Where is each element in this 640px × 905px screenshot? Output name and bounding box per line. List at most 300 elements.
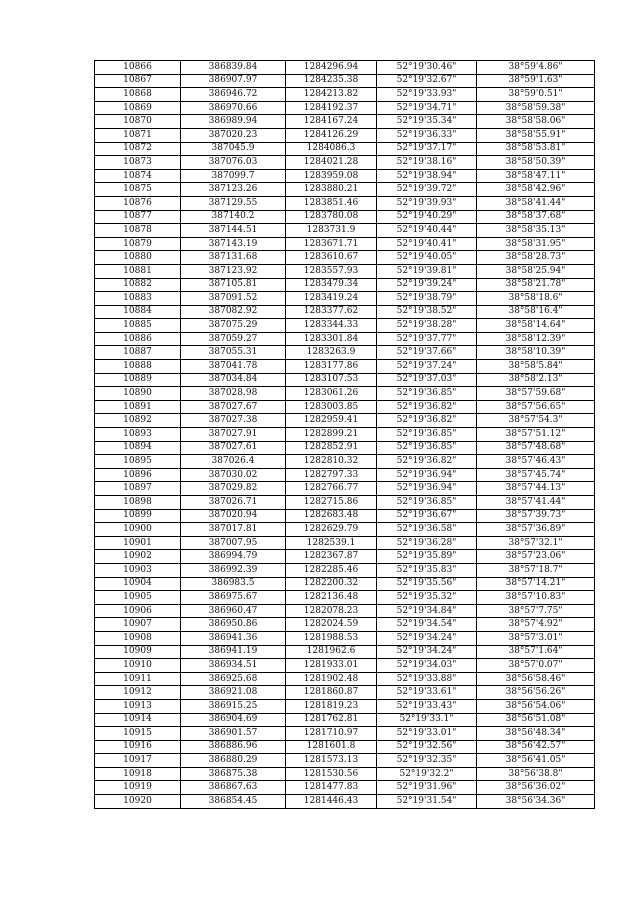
latitude-cell: 52°19'36.85" — [377, 441, 477, 455]
table-row — [95, 468, 595, 482]
x-coordinate-cell: 386839.84 — [181, 61, 286, 75]
y-coordinate-cell: 1281573.13 — [286, 754, 377, 768]
y-coordinate-cell: 1283610.67 — [286, 251, 377, 265]
x-coordinate-cell: 387076.03 — [181, 156, 286, 170]
point-number-cell: 10869 — [95, 101, 181, 115]
y-coordinate-cell: 1281860.87 — [286, 686, 377, 700]
y-coordinate-cell: 1281446.43 — [286, 795, 377, 809]
y-coordinate-cell: 1283671.71 — [286, 237, 377, 251]
x-coordinate-cell: 387144.51 — [181, 224, 286, 238]
x-coordinate-cell: 387143.19 — [181, 237, 286, 251]
longitude-cell: 38°58'58.06" — [477, 115, 595, 129]
latitude-cell: 52°19'36.28" — [377, 536, 477, 550]
table-row — [95, 496, 595, 510]
table-row — [95, 346, 595, 360]
x-coordinate-cell: 387027.67 — [181, 400, 286, 414]
y-coordinate-cell: 1281962.6 — [286, 645, 377, 659]
point-number-cell: 10898 — [95, 496, 181, 510]
latitude-cell: 52°19'35.89" — [377, 550, 477, 564]
x-coordinate-cell: 387091.52 — [181, 292, 286, 306]
latitude-cell: 52°19'39.24" — [377, 278, 477, 292]
longitude-cell: 38°58'21.78" — [477, 278, 595, 292]
longitude-cell: 38°59'1.63" — [477, 74, 595, 88]
table-row — [95, 74, 595, 88]
point-number-cell: 10887 — [95, 346, 181, 360]
y-coordinate-cell: 1284192.37 — [286, 101, 377, 115]
table-row — [95, 332, 595, 346]
y-coordinate-cell: 1281477.83 — [286, 781, 377, 795]
point-number-cell: 10871 — [95, 128, 181, 142]
x-coordinate-cell: 387027.61 — [181, 441, 286, 455]
latitude-cell: 52°19'37.66" — [377, 346, 477, 360]
longitude-cell: 38°58'55.91" — [477, 128, 595, 142]
y-coordinate-cell: 1284213.82 — [286, 88, 377, 102]
x-coordinate-cell: 387055.31 — [181, 346, 286, 360]
table-row — [95, 142, 595, 156]
y-coordinate-cell: 1284126.29 — [286, 128, 377, 142]
x-coordinate-cell: 387082.92 — [181, 305, 286, 319]
longitude-cell: 38°58'2.13" — [477, 373, 595, 387]
table-row — [95, 88, 595, 102]
latitude-cell: 52°19'39.72" — [377, 183, 477, 197]
table-row — [95, 672, 595, 686]
longitude-cell: 38°56'42.57" — [477, 740, 595, 754]
y-coordinate-cell: 1283780.08 — [286, 210, 377, 224]
point-number-cell: 10873 — [95, 156, 181, 170]
latitude-cell: 52°19'36.94" — [377, 468, 477, 482]
longitude-cell: 38°56'36.02" — [477, 781, 595, 795]
latitude-cell: 52°19'32.67" — [377, 74, 477, 88]
y-coordinate-cell: 1281988.53 — [286, 631, 377, 645]
table-row — [95, 428, 595, 442]
latitude-cell: 52°19'40.05" — [377, 251, 477, 265]
x-coordinate-cell: 386960.47 — [181, 604, 286, 618]
point-number-cell: 10883 — [95, 292, 181, 306]
y-coordinate-cell: 1283479.34 — [286, 278, 377, 292]
y-coordinate-cell: 1282024.59 — [286, 618, 377, 632]
table-row — [95, 319, 595, 333]
table-row — [95, 740, 595, 754]
latitude-cell: 52°19'33.01" — [377, 727, 477, 741]
table-row — [95, 767, 595, 781]
latitude-cell: 52°19'33.93" — [377, 88, 477, 102]
latitude-cell: 52°19'35.32" — [377, 591, 477, 605]
y-coordinate-cell: 1282899.21 — [286, 428, 377, 442]
table-row — [95, 305, 595, 319]
table-row — [95, 727, 595, 741]
latitude-cell: 52°19'35.56" — [377, 577, 477, 591]
table-row — [95, 101, 595, 115]
latitude-cell: 52°19'39.93" — [377, 196, 477, 210]
x-coordinate-cell: 387020.23 — [181, 128, 286, 142]
table-row — [95, 577, 595, 591]
y-coordinate-cell: 1283344.33 — [286, 319, 377, 333]
y-coordinate-cell: 1283061.26 — [286, 387, 377, 401]
x-coordinate-cell: 386904.69 — [181, 713, 286, 727]
y-coordinate-cell: 1283377.62 — [286, 305, 377, 319]
y-coordinate-cell: 1282766.77 — [286, 482, 377, 496]
longitude-cell: 38°58'5.84" — [477, 360, 595, 374]
table-row — [95, 645, 595, 659]
point-number-cell: 10912 — [95, 686, 181, 700]
x-coordinate-cell: 386886.96 — [181, 740, 286, 754]
longitude-cell: 38°57'14.21" — [477, 577, 595, 591]
longitude-cell: 38°58'12.39" — [477, 332, 595, 346]
y-coordinate-cell: 1281601.8 — [286, 740, 377, 754]
latitude-cell: 52°19'40.44" — [377, 224, 477, 238]
y-coordinate-cell: 1283557.93 — [286, 264, 377, 278]
point-number-cell: 10917 — [95, 754, 181, 768]
x-coordinate-cell: 387075.29 — [181, 319, 286, 333]
point-number-cell: 10893 — [95, 428, 181, 442]
point-number-cell: 10902 — [95, 550, 181, 564]
table-row — [95, 713, 595, 727]
y-coordinate-cell: 1283177.86 — [286, 360, 377, 374]
latitude-cell: 52°19'36.58" — [377, 523, 477, 537]
table-row — [95, 115, 595, 129]
point-number-cell: 10868 — [95, 88, 181, 102]
latitude-cell: 52°19'36.85" — [377, 387, 477, 401]
latitude-cell: 52°19'40.29" — [377, 210, 477, 224]
latitude-cell: 52°19'33.43" — [377, 699, 477, 713]
x-coordinate-cell: 387029.82 — [181, 482, 286, 496]
y-coordinate-cell: 1284296.94 — [286, 61, 377, 75]
latitude-cell: 52°19'36.82" — [377, 400, 477, 414]
latitude-cell: 52°19'32.2" — [377, 767, 477, 781]
table-row — [95, 169, 595, 183]
latitude-cell: 52°19'34.24" — [377, 631, 477, 645]
x-coordinate-cell: 386989.94 — [181, 115, 286, 129]
latitude-cell: 52°19'36.85" — [377, 496, 477, 510]
point-number-cell: 10878 — [95, 224, 181, 238]
x-coordinate-cell: 387123.92 — [181, 264, 286, 278]
point-number-cell: 10896 — [95, 468, 181, 482]
latitude-cell: 52°19'37.17" — [377, 142, 477, 156]
latitude-cell: 52°19'31.96" — [377, 781, 477, 795]
latitude-cell: 52°19'34.54" — [377, 618, 477, 632]
longitude-cell: 38°57'54.3" — [477, 414, 595, 428]
longitude-cell: 38°57'18.7" — [477, 563, 595, 577]
longitude-cell: 38°57'4.92" — [477, 618, 595, 632]
table-row — [95, 156, 595, 170]
x-coordinate-cell: 387027.38 — [181, 414, 286, 428]
point-number-cell: 10903 — [95, 563, 181, 577]
x-coordinate-cell: 386941.19 — [181, 645, 286, 659]
latitude-cell: 52°19'38.16" — [377, 156, 477, 170]
table-row — [95, 251, 595, 265]
point-number-cell: 10870 — [95, 115, 181, 129]
point-number-cell: 10885 — [95, 319, 181, 333]
point-number-cell: 10895 — [95, 455, 181, 469]
x-coordinate-cell: 386925.68 — [181, 672, 286, 686]
table-row — [95, 781, 595, 795]
x-coordinate-cell: 386880.29 — [181, 754, 286, 768]
y-coordinate-cell: 1282136.48 — [286, 591, 377, 605]
table-row — [95, 196, 595, 210]
longitude-cell: 38°56'38.8" — [477, 767, 595, 781]
y-coordinate-cell: 1282629.79 — [286, 523, 377, 537]
x-coordinate-cell: 387034.84 — [181, 373, 286, 387]
table-row — [95, 455, 595, 469]
x-coordinate-cell: 386875.38 — [181, 767, 286, 781]
y-coordinate-cell: 1282810.32 — [286, 455, 377, 469]
point-number-cell: 10886 — [95, 332, 181, 346]
table-row — [95, 536, 595, 550]
y-coordinate-cell: 1281902.48 — [286, 672, 377, 686]
x-coordinate-cell: 387099.7 — [181, 169, 286, 183]
point-number-cell: 10875 — [95, 183, 181, 197]
y-coordinate-cell: 1283851.46 — [286, 196, 377, 210]
point-number-cell: 10872 — [95, 142, 181, 156]
y-coordinate-cell: 1281819.23 — [286, 699, 377, 713]
point-number-cell: 10920 — [95, 795, 181, 809]
longitude-cell: 38°57'41.44" — [477, 496, 595, 510]
point-number-cell: 10881 — [95, 264, 181, 278]
x-coordinate-cell: 387059.27 — [181, 332, 286, 346]
table-row — [95, 509, 595, 523]
x-coordinate-cell: 386941.36 — [181, 631, 286, 645]
x-coordinate-cell: 387027.91 — [181, 428, 286, 442]
x-coordinate-cell: 386992.39 — [181, 563, 286, 577]
y-coordinate-cell: 1283107.53 — [286, 373, 377, 387]
x-coordinate-cell: 387045.9 — [181, 142, 286, 156]
point-number-cell: 10908 — [95, 631, 181, 645]
latitude-cell: 52°19'39.81" — [377, 264, 477, 278]
y-coordinate-cell: 1283301.84 — [286, 332, 377, 346]
longitude-cell: 38°57'7.75" — [477, 604, 595, 618]
longitude-cell: 38°57'0.07" — [477, 659, 595, 673]
latitude-cell: 52°19'33.1" — [377, 713, 477, 727]
table-row — [95, 686, 595, 700]
latitude-cell: 52°19'32.35" — [377, 754, 477, 768]
table-row — [95, 795, 595, 809]
longitude-cell: 38°58'41.44" — [477, 196, 595, 210]
table-row — [95, 387, 595, 401]
x-coordinate-cell: 386994.79 — [181, 550, 286, 564]
table-row — [95, 278, 595, 292]
longitude-cell: 38°58'47.11" — [477, 169, 595, 183]
x-coordinate-cell: 386970.66 — [181, 101, 286, 115]
y-coordinate-cell: 1283880.21 — [286, 183, 377, 197]
longitude-cell: 38°57'39.73" — [477, 509, 595, 523]
latitude-cell: 52°19'38.52" — [377, 305, 477, 319]
longitude-cell: 38°57'3.01" — [477, 631, 595, 645]
y-coordinate-cell: 1281933.01 — [286, 659, 377, 673]
x-coordinate-cell: 386907.97 — [181, 74, 286, 88]
y-coordinate-cell: 1282539.1 — [286, 536, 377, 550]
y-coordinate-cell: 1284167.24 — [286, 115, 377, 129]
y-coordinate-cell: 1282715.86 — [286, 496, 377, 510]
y-coordinate-cell: 1282200.32 — [286, 577, 377, 591]
longitude-cell: 38°57'51.12" — [477, 428, 595, 442]
point-number-cell: 10888 — [95, 360, 181, 374]
longitude-cell: 38°58'31.95" — [477, 237, 595, 251]
longitude-cell: 38°58'25.94" — [477, 264, 595, 278]
table-row — [95, 61, 595, 75]
latitude-cell: 52°19'30.46" — [377, 61, 477, 75]
y-coordinate-cell: 1283263.9 — [286, 346, 377, 360]
x-coordinate-cell: 387017.81 — [181, 523, 286, 537]
point-number-cell: 10889 — [95, 373, 181, 387]
x-coordinate-cell: 386901.57 — [181, 727, 286, 741]
x-coordinate-cell: 387030.02 — [181, 468, 286, 482]
point-number-cell: 10919 — [95, 781, 181, 795]
x-coordinate-cell: 387007.95 — [181, 536, 286, 550]
point-number-cell: 10899 — [95, 509, 181, 523]
point-number-cell: 10906 — [95, 604, 181, 618]
latitude-cell: 52°19'34.03" — [377, 659, 477, 673]
longitude-cell: 38°58'35.13" — [477, 224, 595, 238]
longitude-cell: 38°56'58.46" — [477, 672, 595, 686]
latitude-cell: 52°19'38.79" — [377, 292, 477, 306]
point-number-cell: 10890 — [95, 387, 181, 401]
point-number-cell: 10880 — [95, 251, 181, 265]
point-number-cell: 10905 — [95, 591, 181, 605]
point-number-cell: 10892 — [95, 414, 181, 428]
longitude-cell: 38°58'10.39" — [477, 346, 595, 360]
coordinates-table-body — [95, 61, 595, 809]
point-number-cell: 10897 — [95, 482, 181, 496]
point-number-cell: 10907 — [95, 618, 181, 632]
table-row — [95, 482, 595, 496]
longitude-cell: 38°58'53.81" — [477, 142, 595, 156]
x-coordinate-cell: 386921.08 — [181, 686, 286, 700]
latitude-cell: 52°19'36.82" — [377, 414, 477, 428]
table-row — [95, 224, 595, 238]
point-number-cell: 10904 — [95, 577, 181, 591]
table-row — [95, 210, 595, 224]
table-row — [95, 400, 595, 414]
point-number-cell: 10877 — [95, 210, 181, 224]
point-number-cell: 10909 — [95, 645, 181, 659]
longitude-cell: 38°56'48.34" — [477, 727, 595, 741]
table-row — [95, 659, 595, 673]
latitude-cell: 52°19'33.61" — [377, 686, 477, 700]
table-row — [95, 754, 595, 768]
table-row — [95, 373, 595, 387]
point-number-cell: 10900 — [95, 523, 181, 537]
table-row — [95, 292, 595, 306]
point-number-cell: 10916 — [95, 740, 181, 754]
latitude-cell: 52°19'37.03" — [377, 373, 477, 387]
point-number-cell: 10911 — [95, 672, 181, 686]
point-number-cell: 10913 — [95, 699, 181, 713]
longitude-cell: 38°57'48.68" — [477, 441, 595, 455]
latitude-cell: 52°19'36.82" — [377, 455, 477, 469]
longitude-cell: 38°57'36.89" — [477, 523, 595, 537]
longitude-cell: 38°56'51.08" — [477, 713, 595, 727]
latitude-cell: 52°19'40.41" — [377, 237, 477, 251]
y-coordinate-cell: 1283731.9 — [286, 224, 377, 238]
longitude-cell: 38°59'0.51" — [477, 88, 595, 102]
x-coordinate-cell: 387026.71 — [181, 496, 286, 510]
point-number-cell: 10901 — [95, 536, 181, 550]
y-coordinate-cell: 1282078.23 — [286, 604, 377, 618]
table-row — [95, 604, 595, 618]
y-coordinate-cell: 1284021.28 — [286, 156, 377, 170]
table-row — [95, 360, 595, 374]
longitude-cell: 38°57'10.83" — [477, 591, 595, 605]
point-number-cell: 10915 — [95, 727, 181, 741]
x-coordinate-cell: 387020.94 — [181, 509, 286, 523]
latitude-cell: 52°19'34.84" — [377, 604, 477, 618]
point-number-cell: 10879 — [95, 237, 181, 251]
longitude-cell: 38°58'14.64" — [477, 319, 595, 333]
longitude-cell: 38°58'16.4" — [477, 305, 595, 319]
longitude-cell: 38°58'28.73" — [477, 251, 595, 265]
x-coordinate-cell: 387131.68 — [181, 251, 286, 265]
point-number-cell: 10874 — [95, 169, 181, 183]
longitude-cell: 38°57'32.1" — [477, 536, 595, 550]
table-row — [95, 237, 595, 251]
longitude-cell: 38°57'23.06" — [477, 550, 595, 564]
x-coordinate-cell: 387041.78 — [181, 360, 286, 374]
table-row — [95, 550, 595, 564]
table-row — [95, 264, 595, 278]
x-coordinate-cell: 386934.51 — [181, 659, 286, 673]
table-row — [95, 618, 595, 632]
point-number-cell: 10866 — [95, 61, 181, 75]
y-coordinate-cell: 1282285.46 — [286, 563, 377, 577]
point-number-cell: 10891 — [95, 400, 181, 414]
longitude-cell: 38°57'56.65" — [477, 400, 595, 414]
longitude-cell: 38°57'45.74" — [477, 468, 595, 482]
latitude-cell: 52°19'36.67" — [377, 509, 477, 523]
table-row — [95, 128, 595, 142]
longitude-cell: 38°58'50.39" — [477, 156, 595, 170]
x-coordinate-cell: 387105.81 — [181, 278, 286, 292]
y-coordinate-cell: 1282852.91 — [286, 441, 377, 455]
y-coordinate-cell: 1282797.33 — [286, 468, 377, 482]
table-row — [95, 183, 595, 197]
latitude-cell: 52°19'32.56" — [377, 740, 477, 754]
longitude-cell: 38°58'59.38" — [477, 101, 595, 115]
point-number-cell: 10884 — [95, 305, 181, 319]
x-coordinate-cell: 386915.25 — [181, 699, 286, 713]
point-number-cell: 10910 — [95, 659, 181, 673]
latitude-cell: 52°19'35.34" — [377, 115, 477, 129]
x-coordinate-cell: 387028.98 — [181, 387, 286, 401]
y-coordinate-cell: 1283003.85 — [286, 400, 377, 414]
longitude-cell: 38°56'56.26" — [477, 686, 595, 700]
point-number-cell: 10894 — [95, 441, 181, 455]
latitude-cell: 52°19'31.54" — [377, 795, 477, 809]
point-number-cell: 10876 — [95, 196, 181, 210]
coordinates-table — [94, 60, 595, 809]
longitude-cell: 38°57'44.13" — [477, 482, 595, 496]
latitude-cell: 52°19'36.85" — [377, 428, 477, 442]
x-coordinate-cell: 386975.67 — [181, 591, 286, 605]
latitude-cell: 52°19'38.94" — [377, 169, 477, 183]
longitude-cell: 38°59'4.86" — [477, 61, 595, 75]
y-coordinate-cell: 1282959.41 — [286, 414, 377, 428]
point-number-cell: 10867 — [95, 74, 181, 88]
table-row — [95, 591, 595, 605]
x-coordinate-cell: 386867.63 — [181, 781, 286, 795]
table-row — [95, 563, 595, 577]
latitude-cell: 52°19'38.28" — [377, 319, 477, 333]
table-row — [95, 631, 595, 645]
longitude-cell: 38°58'37.68" — [477, 210, 595, 224]
longitude-cell: 38°58'42.96" — [477, 183, 595, 197]
table-row — [95, 441, 595, 455]
x-coordinate-cell: 386854.45 — [181, 795, 286, 809]
table-row — [95, 699, 595, 713]
y-coordinate-cell: 1284235.38 — [286, 74, 377, 88]
latitude-cell: 52°19'37.77" — [377, 332, 477, 346]
y-coordinate-cell: 1281710.97 — [286, 727, 377, 741]
latitude-cell: 52°19'36.33" — [377, 128, 477, 142]
